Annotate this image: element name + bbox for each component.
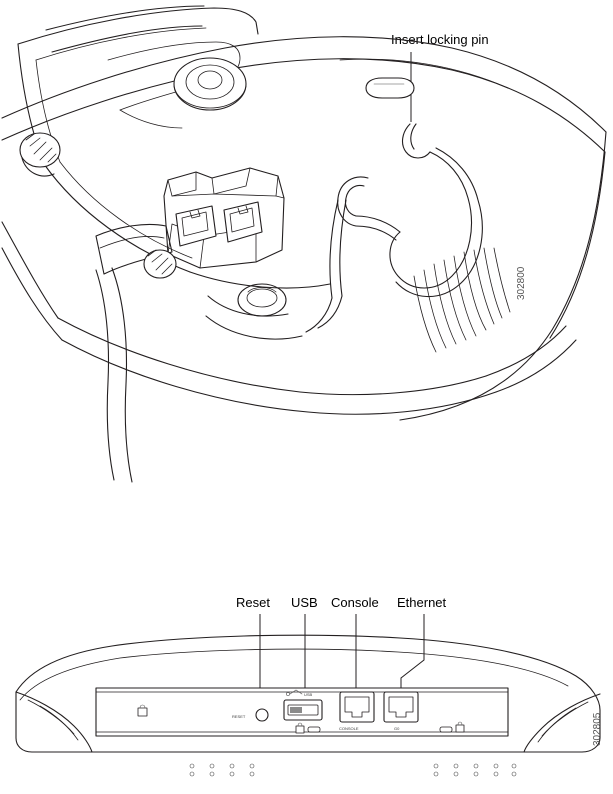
cable-run xyxy=(306,200,346,332)
cable-exit-left xyxy=(96,268,132,482)
vent-dots-left xyxy=(190,764,254,776)
thumbscrew-left xyxy=(20,133,60,176)
figure-bottom xyxy=(0,560,613,794)
shell-seam xyxy=(340,59,508,88)
figure-bottom-drawing xyxy=(0,560,613,794)
ethernet-port-text: G0 xyxy=(394,726,400,731)
usb-port-text: USB xyxy=(304,692,313,697)
locking-pin xyxy=(366,78,414,98)
bay-floor-edge-2 xyxy=(206,316,302,339)
figure-id-code-bottom: 302805 xyxy=(592,712,603,746)
callout-label-console: Console xyxy=(331,595,379,610)
cable-clamp xyxy=(96,224,176,278)
mounting-boss xyxy=(174,58,246,110)
port-block-left xyxy=(176,206,216,246)
end-cap-right xyxy=(524,694,600,752)
housing-outline xyxy=(2,37,606,420)
callout-label-insert-locking-pin: Insert locking pin xyxy=(391,32,489,47)
callout-label-reset: Reset xyxy=(236,595,270,610)
figure-id-code-top: 302800 xyxy=(516,266,527,300)
console-port-text: CONSOLE xyxy=(339,726,359,731)
end-cap-left xyxy=(16,692,92,752)
callout-label-usb: USB xyxy=(291,595,318,610)
security-cable-loop xyxy=(338,124,483,297)
callout-label-ethernet: Ethernet xyxy=(397,595,447,610)
reset-port-text: RESET xyxy=(232,714,246,719)
cable-bay-recess xyxy=(18,8,330,288)
grommet-port xyxy=(238,284,286,316)
vent-dots-right xyxy=(434,764,516,776)
